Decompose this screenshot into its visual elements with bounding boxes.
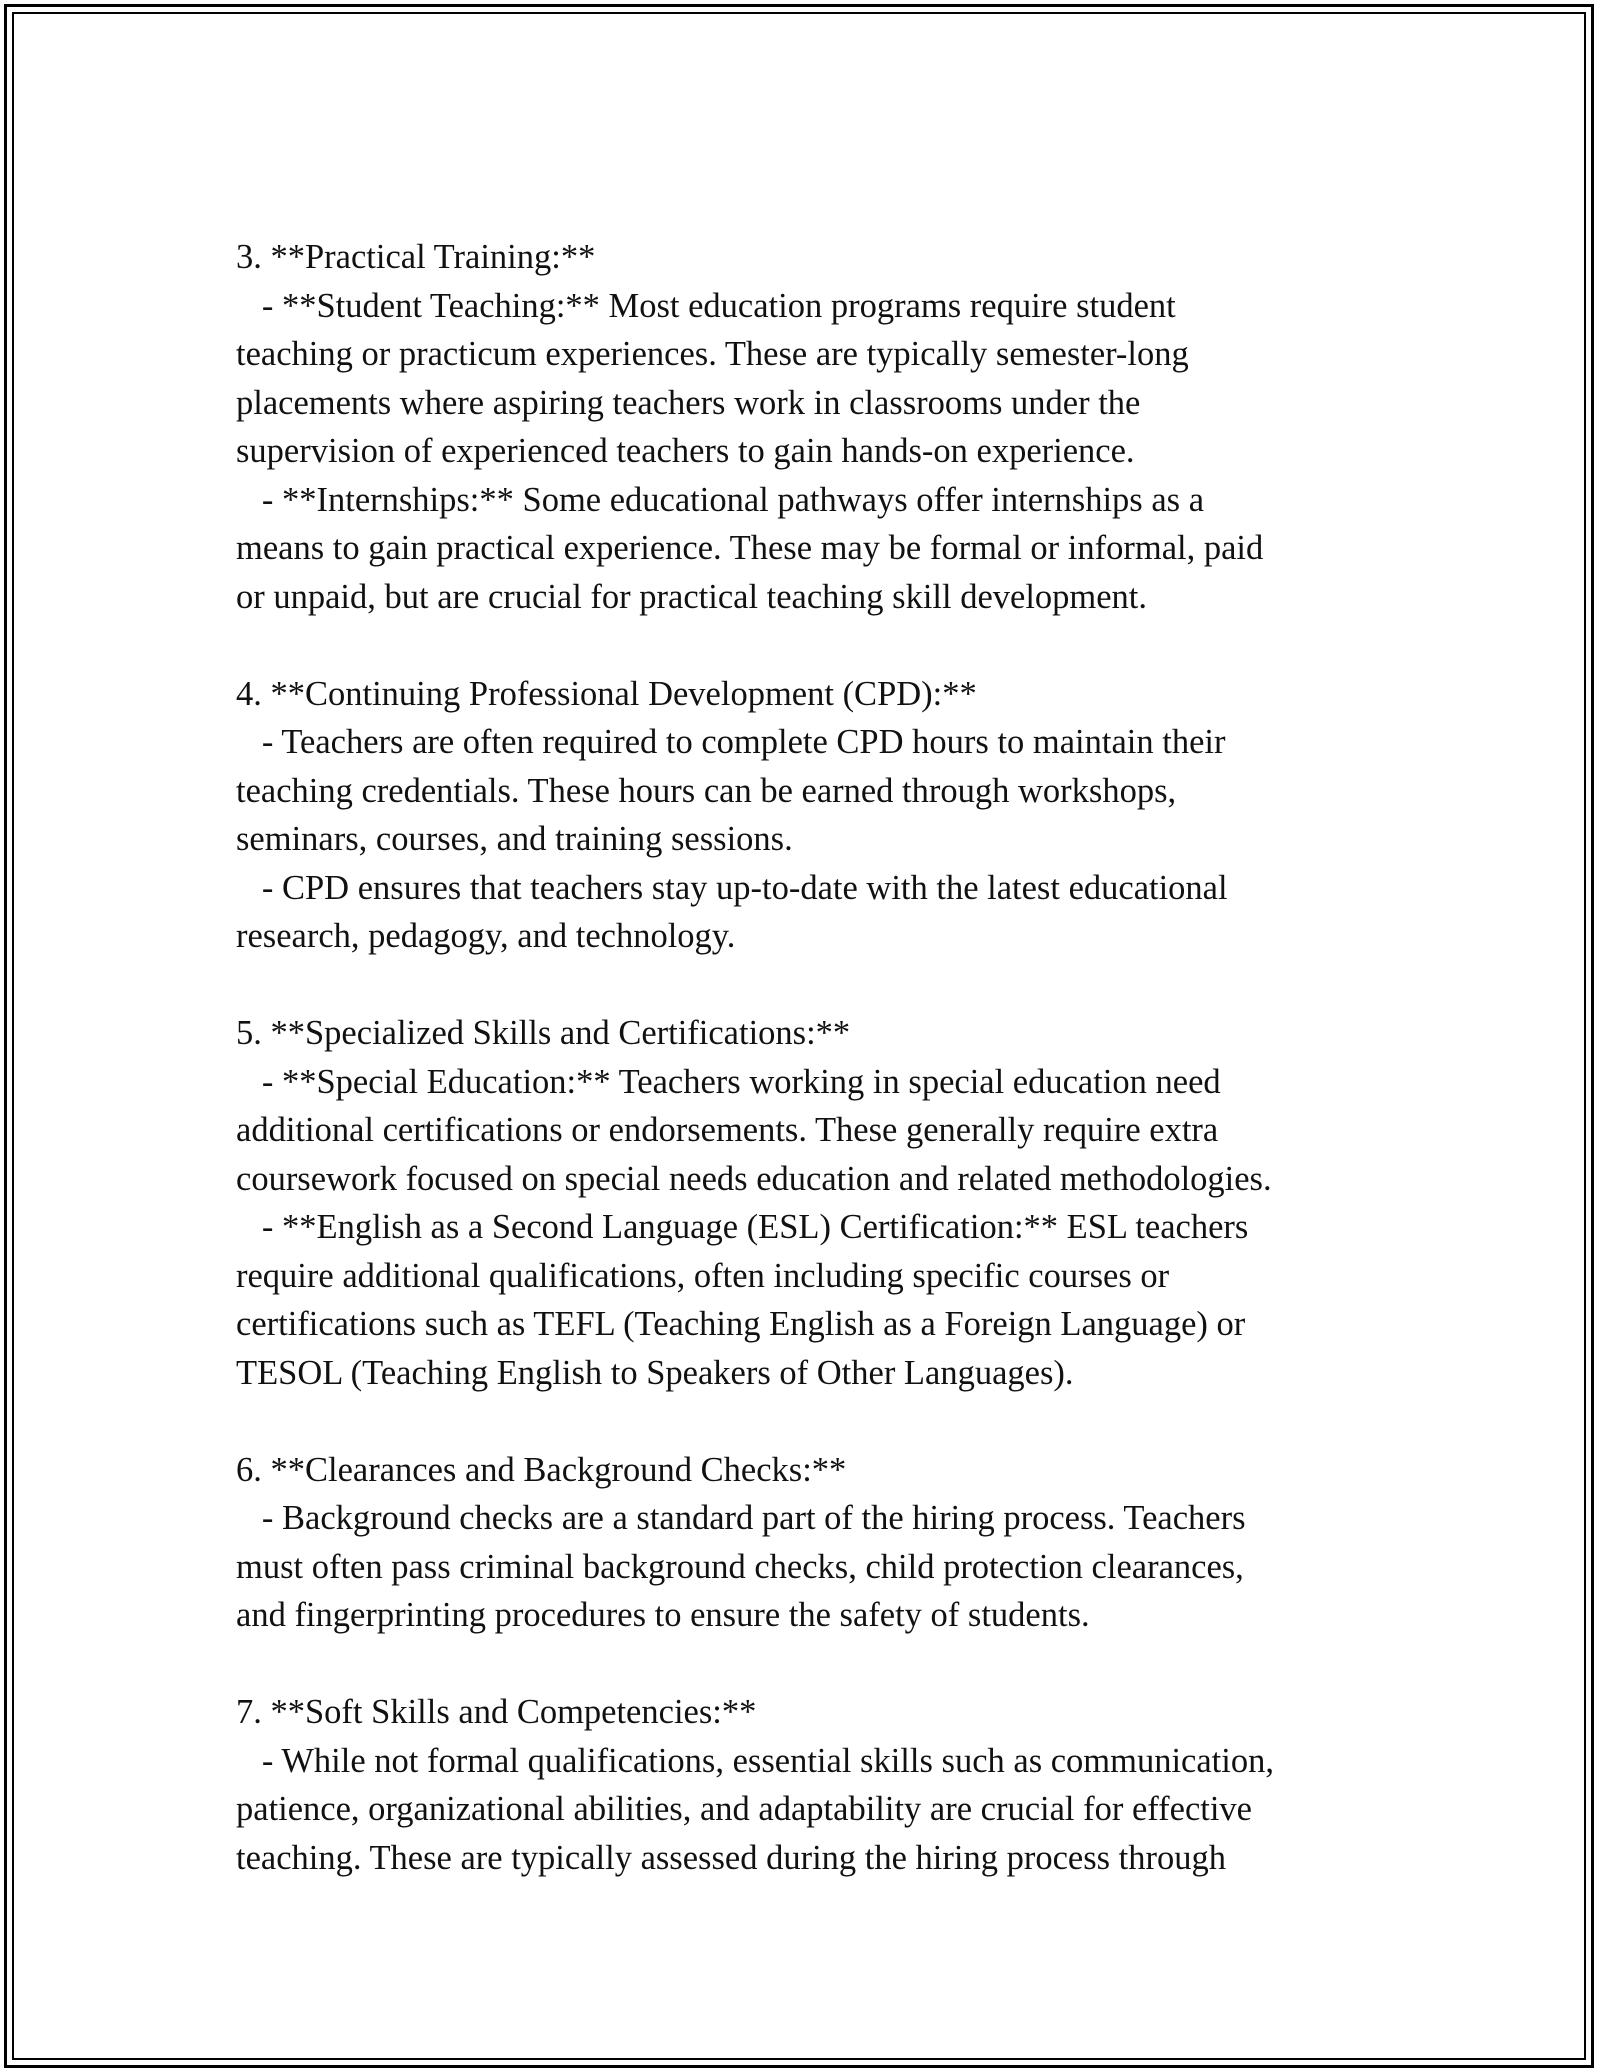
- text-line: - **Student Teaching:** Most education programs require student: [236, 286, 1176, 325]
- text-line: or unpaid, but are crucial for practical teaching skill development.: [236, 577, 1148, 616]
- text-line: - While not formal qualifications, essential skills such as communication,: [236, 1741, 1274, 1780]
- text-line: 6. **Clearances and Background Checks:**: [236, 1450, 847, 1489]
- text-line: 4. **Continuing Professional Development (CPD):**: [236, 674, 977, 713]
- text-line: teaching or practicum experiences. These are typically semester-long: [236, 335, 1189, 373]
- text-line: - **Internships:** Some educational pathways offer internships as a: [236, 480, 1205, 519]
- text-line: require additional qualifications, often including specific courses or: [236, 1256, 1170, 1295]
- text-line: - Teachers are often required to complete CPD hours to maintain their: [236, 723, 1226, 761]
- text-line: seminars, courses, and training sessions.: [236, 820, 793, 858]
- text-line: supervision of experienced teachers to gain hands-on experience.: [236, 432, 1135, 470]
- blank-line: [236, 1640, 1366, 1689]
- blank-line: [236, 621, 1366, 670]
- text-line: means to gain practical experience. These may be formal or informal, paid: [236, 529, 1264, 567]
- text-line: must often pass criminal background checks, child protection clearances,: [236, 1547, 1244, 1586]
- text-line: additional certifications or endorsements. These generally require extra: [236, 1111, 1219, 1149]
- text-line: placements where aspiring teachers work in classrooms under the: [236, 383, 1141, 422]
- text-line: - CPD ensures that teachers stay up-to-date with the latest educational: [236, 868, 1228, 907]
- text-line: teaching credentials. These hours can be earned through workshops,: [236, 771, 1177, 810]
- text-line: - Background checks are a standard part of the hiring process. Teachers: [236, 1499, 1246, 1537]
- blank-line: [236, 1397, 1366, 1446]
- text-line: and fingerprinting procedures to ensure the safety of students.: [236, 1596, 1090, 1634]
- text-line: - **Special Education:** Teachers working in special education need: [236, 1062, 1221, 1101]
- text-line: research, pedagogy, and technology.: [236, 917, 736, 955]
- text-line: teaching. These are typically assessed during the hiring process through: [236, 1838, 1227, 1877]
- text-line: - **English as a Second Language (ESL) Certification:** ESL teachers: [236, 1208, 1249, 1246]
- blank-line: [236, 961, 1366, 1010]
- document-body: [236, 233, 1366, 1882]
- text-line: TESOL (Teaching English to Speakers of Other Languages).: [236, 1353, 1074, 1392]
- text-line: coursework focused on special needs education and related methodologies.: [236, 1159, 1272, 1198]
- text-line: certifications such as TEFL (Teaching English as a Foreign Language) or: [236, 1305, 1246, 1343]
- text-line: 7. **Soft Skills and Competencies:**: [236, 1693, 757, 1731]
- text-line: 3. **Practical Training:**: [236, 238, 596, 276]
- text-line: 5. **Specialized Skills and Certifications:**: [236, 1014, 851, 1052]
- text-line: patience, organizational abilities, and adaptability are crucial for effective: [236, 1790, 1252, 1828]
